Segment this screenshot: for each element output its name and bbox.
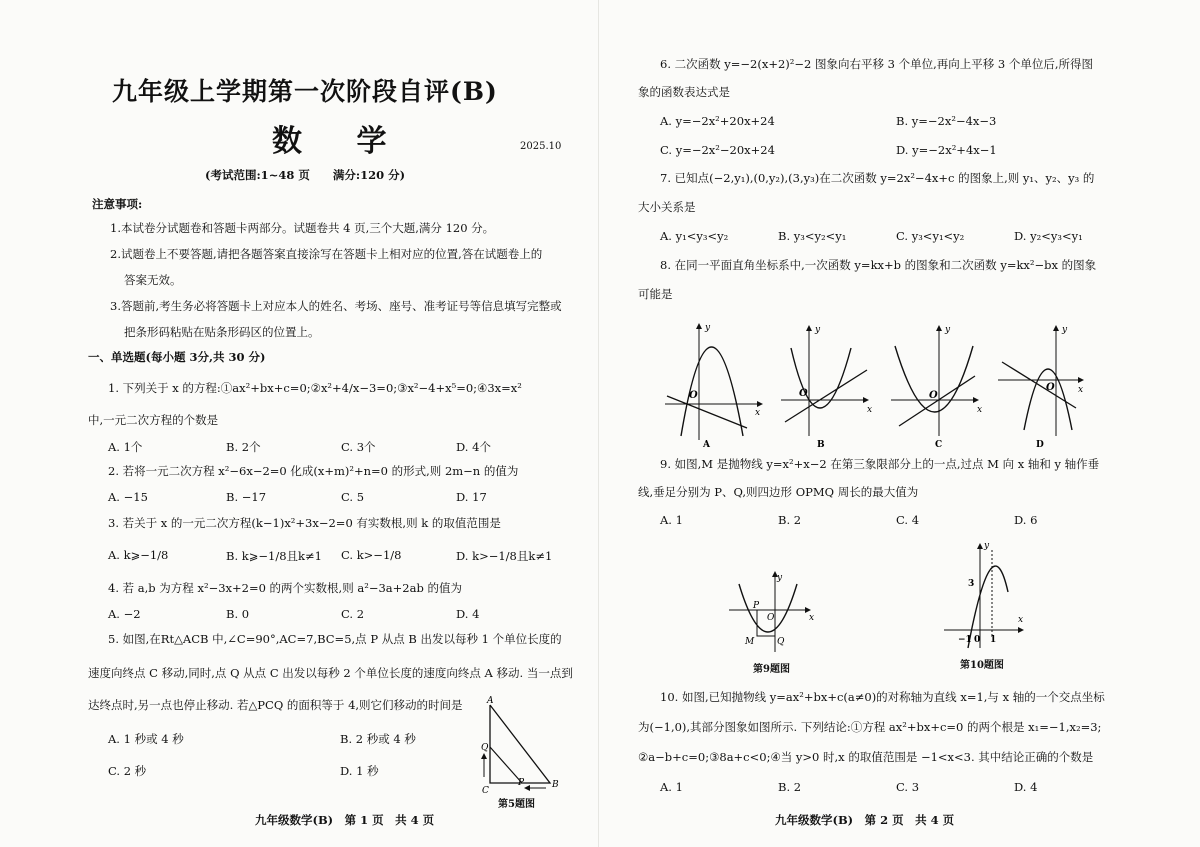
- question-3-option-d[interactable]: D. k>−1/8且k≠1: [456, 549, 553, 563]
- exam-date: 2025.10: [520, 141, 562, 152]
- question-10-option-c[interactable]: C. 3: [896, 780, 920, 794]
- graph-c-x-label: x: [977, 405, 983, 415]
- notice-line: 把条形码粘贴在贴条形码区的位置上。: [124, 325, 320, 339]
- notice-line: 1.本试卷分试题卷和答题卡两部分。试题卷共 4 页,三个大题,满分 120 分。: [110, 221, 495, 235]
- figure-10-caption: 第10题图: [960, 660, 1004, 671]
- figure-10-label-1: 1: [990, 635, 997, 645]
- question-1-option-c[interactable]: C. 3个: [341, 440, 376, 454]
- question-5-option-d[interactable]: D. 1 秒: [340, 764, 379, 778]
- question-6-option-b[interactable]: B. y=−2x²−4x−3: [896, 114, 997, 128]
- question-1-option-b[interactable]: B. 2个: [226, 440, 261, 454]
- question-10-stem: 为(−1,0),其部分图象如图所示. 下列结论:①方程 ax²+bx+c=0 的两个根是 x₁=−1,x₂=3;: [638, 720, 1102, 734]
- question-6-stem: 6. 二次函数 y=−2(x+2)²−2 图象向右平移 3 个单位,再向上平移 3 个单位后,所得图: [660, 57, 1094, 71]
- question-1-option-a[interactable]: A. 1个: [108, 440, 143, 454]
- graph-d-origin: O: [1046, 382, 1055, 393]
- question-10-option-a[interactable]: A. 1: [660, 780, 683, 794]
- question-6-option-d[interactable]: D. y=−2x²+4x−1: [896, 143, 997, 157]
- notice-line: 答案无效。: [124, 273, 182, 287]
- question-6-option-a[interactable]: A. y=−2x²+20x+24: [660, 114, 775, 128]
- figure-10-parabola: [940, 540, 1035, 652]
- question-3-option-b[interactable]: B. k⩾−1/8且k≠1: [226, 549, 322, 563]
- question-9-option-b[interactable]: B. 2: [778, 513, 802, 527]
- question-7-option-c[interactable]: C. y₃<y₁<y₂: [896, 229, 965, 243]
- question-8-graph-b: [779, 318, 879, 450]
- graph-b-y-label: y: [815, 325, 821, 335]
- page-2-footer: 九年级数学(B) 第 2 页 共 4 页: [775, 813, 955, 827]
- graph-c-label: C: [935, 440, 943, 450]
- question-2-option-d[interactable]: D. 17: [456, 490, 487, 504]
- question-7-stem: 大小关系是: [638, 200, 696, 214]
- figure-5-triangle: [470, 695, 565, 795]
- figure-9-label-m: M: [745, 637, 755, 647]
- question-9-stem: 9. 如图,M 是抛物线 y=x²+x−2 在第三象限部分上的一点,过点 M 向 x 轴和 y 轴作垂: [660, 457, 1100, 471]
- question-9-option-d[interactable]: D. 6: [1014, 513, 1038, 527]
- question-10-option-b[interactable]: B. 2: [778, 780, 802, 794]
- question-6-option-c[interactable]: C. y=−2x²−20x+24: [660, 143, 775, 157]
- question-3-option-c[interactable]: C. k>−1/8: [341, 548, 402, 562]
- figure-5-label-a: A: [487, 696, 494, 706]
- question-5-option-c[interactable]: C. 2 秒: [108, 764, 147, 778]
- notice-line: 2.试题卷上不要答题,请把各题答案直接涂写在答题卡上相对应的位置,答在试题卷上的: [110, 247, 543, 261]
- figure-9-y-label: y: [777, 573, 783, 583]
- notice-line: 3.答题前,考生务必将答题卡上对应本人的姓名、考场、座号、准考证号等信息填写完整或: [110, 299, 562, 313]
- graph-c-y-label: y: [945, 325, 951, 335]
- question-1-option-d[interactable]: D. 4个: [456, 440, 491, 454]
- notice-heading: 注意事项:: [92, 197, 143, 211]
- question-9-option-c[interactable]: C. 4: [896, 513, 920, 527]
- figure-9-origin: O: [767, 613, 775, 623]
- question-8-stem: 8. 在同一平面直角坐标系中,一次函数 y=kx+b 的图象和二次函数 y=kx²−bx 的图象: [660, 258, 1097, 272]
- figure-5-label-q: Q: [481, 743, 489, 753]
- page-divider: [598, 0, 599, 847]
- section-title: 一、单选题(每小题 3分,共 30 分): [88, 350, 266, 364]
- question-5-stem: 达终点时,另一点也停止移动. 若△PCQ 的面积等于 4,则它们移动的时间是: [88, 698, 463, 712]
- graph-d-x-label: x: [1078, 385, 1084, 395]
- question-1-stem: 1. 下列关于 x 的方程:①ax²+bx+c=0;②x²+4/x−3=0;③x²−4+x⁵=0;④3x=x²: [108, 381, 522, 395]
- figure-5-label-p: P: [518, 778, 525, 788]
- figure-10-label-0: 0: [974, 635, 981, 645]
- subject-title: 数 学: [272, 124, 409, 159]
- graph-d-label: D: [1036, 440, 1044, 450]
- question-4-option-a[interactable]: A. −2: [108, 607, 141, 621]
- question-4-stem: 4. 若 a,b 为方程 x²−3x+2=0 的两个实数根,则 a²−3a+2ab 的值为: [108, 581, 462, 595]
- figure-5-label-c: C: [482, 786, 489, 795]
- figure-9-label-q: Q: [777, 637, 785, 647]
- graph-a-x-label: x: [755, 408, 761, 418]
- question-7-option-d[interactable]: D. y₂<y₃<y₁: [1014, 229, 1083, 243]
- page-1-footer: 九年级数学(B) 第 1 页 共 4 页: [255, 813, 435, 827]
- question-3-stem: 3. 若关于 x 的一元二次方程(k−1)x²+3x−2=0 有实数根,则 k 的取值范围是: [108, 516, 501, 530]
- question-5-stem: 5. 如图,在Rt△ACB 中,∠C=90°,AC=7,BC=5,点 P 从点 B 出发以每秒 1 个单位长度的: [108, 632, 562, 646]
- figure-9-caption: 第9题图: [753, 664, 790, 675]
- figure-9-parabola: [725, 570, 820, 656]
- question-10-stem: 10. 如图,已知抛物线 y=ax²+bx+c(a≠0)的对称轴为直线 x=1,与 x 轴的一个交点坐标: [660, 690, 1105, 704]
- graph-a-label: A: [703, 440, 710, 450]
- question-9-option-a[interactable]: A. 1: [660, 513, 683, 527]
- question-9-stem: 线,垂足分别为 P、Q,则四边形 OPMQ 周长的最大值为: [638, 485, 919, 499]
- figure-10-label-3: 3: [968, 579, 975, 589]
- question-3-option-a[interactable]: A. k⩾−1/8: [108, 548, 169, 562]
- question-2-option-a[interactable]: A. −15: [108, 490, 148, 504]
- figure-10-y-label: y: [984, 541, 990, 551]
- question-1-stem: 中,一元二次方程的个数是: [88, 413, 219, 427]
- graph-b-origin: O: [799, 388, 808, 399]
- question-2-option-c[interactable]: C. 5: [341, 490, 365, 504]
- figure-5-caption: 第5题图: [498, 799, 535, 810]
- question-4-option-d[interactable]: D. 4: [456, 607, 480, 621]
- graph-a-y-label: y: [705, 323, 711, 333]
- question-5-stem: 速度向终点 C 移动,同时,点 Q 从点 C 出发以每秒 2 个单位长度的速度向终点 A 移动. 当一点到: [88, 666, 573, 680]
- figure-10-x-label: x: [1018, 615, 1024, 625]
- graph-c-origin: O: [929, 390, 938, 401]
- question-2-stem: 2. 若将一元二次方程 x²−6x−2=0 化成(x+m)²+n=0 的形式,则 2m−n 的值为: [108, 464, 519, 478]
- graph-a-origin: O: [689, 390, 698, 401]
- question-4-option-b[interactable]: B. 0: [226, 607, 250, 621]
- question-10-option-d[interactable]: D. 4: [1014, 780, 1038, 794]
- exam-title: 九年级上学期第一次阶段自评(B): [112, 77, 498, 106]
- question-2-option-b[interactable]: B. −17: [226, 490, 267, 504]
- figure-5-label-b: B: [552, 780, 559, 790]
- graph-d-y-label: y: [1062, 325, 1068, 335]
- figure-9-label-p: P: [753, 601, 760, 611]
- figure-10-label-minus-1: −1: [958, 635, 972, 645]
- question-7-option-b[interactable]: B. y₃<y₂<y₁: [778, 229, 847, 243]
- question-5-option-a[interactable]: A. 1 秒或 4 秒: [108, 732, 184, 746]
- question-7-stem: 7. 已知点(−2,y₁),(0,y₂),(3,y₃)在二次函数 y=2x²−4x+c 的图象上,则 y₁、y₂、y₃ 的: [660, 171, 1095, 185]
- question-4-option-c[interactable]: C. 2: [341, 607, 365, 621]
- question-8-graph-a: [663, 318, 773, 450]
- question-5-option-b[interactable]: B. 2 秒或 4 秒: [340, 732, 416, 746]
- figure-9-x-label: x: [809, 613, 815, 623]
- question-8-graph-d: [996, 318, 1096, 450]
- exam-info: (考试范围:1~48 页 满分:120 分): [205, 168, 406, 182]
- question-6-stem: 象的函数表达式是: [638, 85, 730, 99]
- question-10-stem: ②a−b+c=0;③8a+c<0;④当 y>0 时,x 的取值范围是 −1<x<3. 其中结论正确的个数是: [638, 750, 1094, 764]
- question-7-option-a[interactable]: A. y₁<y₃<y₂: [660, 229, 729, 243]
- graph-b-label: B: [817, 440, 825, 450]
- question-8-graph-c: [889, 318, 989, 450]
- question-8-stem: 可能是: [638, 287, 673, 301]
- graph-b-x-label: x: [867, 405, 873, 415]
